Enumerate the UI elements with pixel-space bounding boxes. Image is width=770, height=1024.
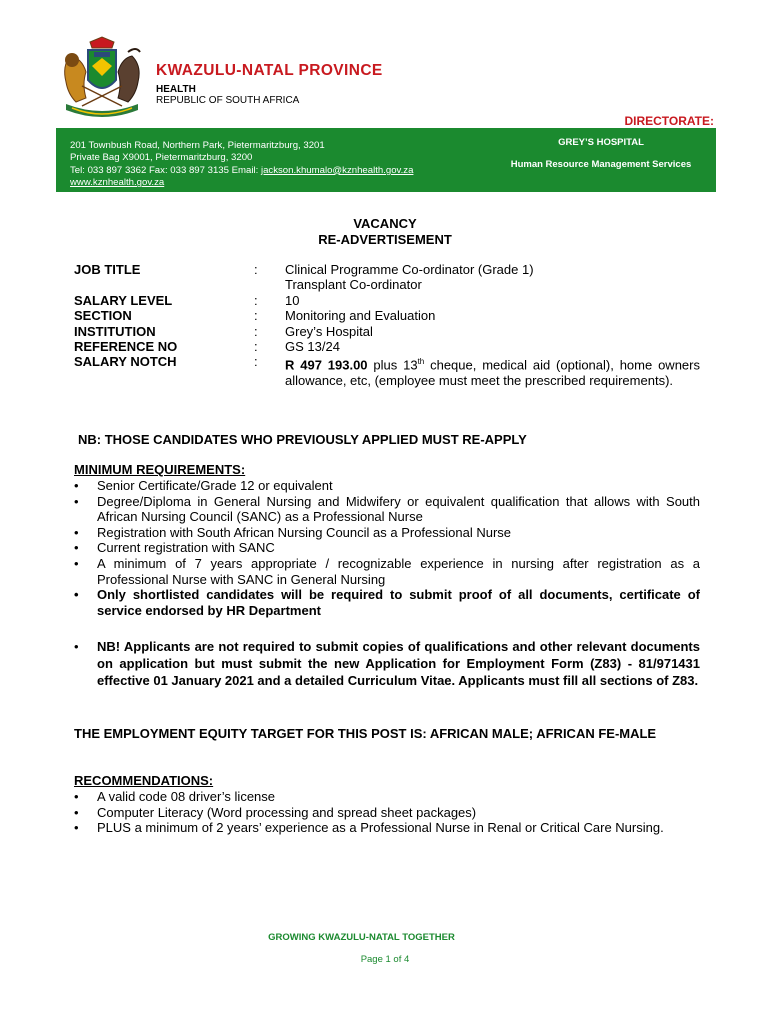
vacancy-title: VACANCY	[353, 216, 417, 231]
list-item: • Registration with South African Nursing Council as a Professional Nurse	[74, 525, 700, 541]
reference-label: REFERENCE NO	[74, 339, 178, 354]
colon: :	[254, 262, 258, 277]
minimum-requirements-list	[74, 478, 700, 618]
list-item: • A minimum of 7 years appropriate / recognizable experience in nursing after registration as a Professional Nurse with SANC in General Nursing	[74, 556, 700, 587]
email-link[interactable]: jackson.khumalo@kznhealth.gov.za	[260, 164, 414, 176]
reapply-notice: NB: THOSE CANDIDATES WHO PREVIOUSLY APPLIED MUST RE-APPLY	[78, 432, 527, 447]
vacancy-subtitle: RE-ADVERTISEMENT	[318, 232, 452, 247]
address-line-2: Private Bag X9001, Pietermaritzburg, 3200	[70, 152, 253, 164]
salary-notch-label: SALARY NOTCH	[74, 354, 177, 369]
contact-line	[70, 165, 413, 177]
job-title-value: Clinical Programme Co-ordinator (Grade 1)	[285, 262, 534, 277]
hospital-name: GREY’S HOSPITAL	[558, 137, 644, 148]
list-item: • Current registration with SANC	[74, 540, 700, 556]
hospital-unit: Human Resource Management Services	[510, 159, 692, 170]
list-item: • Only shortlisted candidates will be required to submit proof of all documents, certificate of service endorsed by HR Department	[74, 587, 700, 618]
job-title-label: JOB TITLE	[74, 262, 141, 277]
list-item: • PLUS a minimum of 2 years’ experience as a Professional Nurse in Renal or Critical Care Nursing.	[74, 820, 700, 836]
colon: :	[254, 354, 258, 369]
colon: :	[254, 308, 258, 323]
reference-value: GS 13/24	[285, 339, 340, 354]
institution-value: Grey’s Hospital	[285, 324, 373, 339]
colon: :	[254, 324, 258, 339]
address-line-1: 201 Townbush Road, Northern Park, Pietermaritzburg, 3201	[70, 140, 325, 151]
salary-level-label: SALARY LEVEL	[74, 293, 173, 308]
kzn-coat-of-arms-icon	[52, 36, 152, 120]
section-label: SECTION	[74, 308, 132, 323]
salary-amount: R 497 193.00	[285, 357, 368, 373]
section-value: Monitoring and Evaluation	[285, 308, 436, 323]
colon: :	[254, 339, 258, 354]
application-note	[74, 638, 700, 690]
minimum-requirements-heading: MINIMUM REQUIREMENTS:	[74, 462, 246, 477]
contact-banner	[56, 128, 716, 192]
country-name: REPUBLIC OF SOUTH AFRICA	[156, 95, 300, 106]
salary-level-value: 10	[285, 293, 300, 308]
list-item: • Computer Literacy (Word processing and spread sheet packages)	[74, 805, 700, 821]
phone-fax-text: Tel: 033 897 3362 Fax: 033 897 3135 Email:	[70, 164, 261, 176]
employment-equity-target: THE EMPLOYMENT EQUITY TARGET FOR THIS POST IS: AFRICAN MALE; AFRICAN FE-MALE	[74, 726, 657, 741]
directorate-label: DIRECTORATE:	[624, 114, 714, 128]
recommendations-heading: RECOMMENDATIONS:	[74, 773, 214, 788]
colon: :	[254, 293, 258, 308]
department-name: HEALTH	[156, 84, 196, 95]
salary-text-rest: cheque, medical aid (optional), home owners allowance, etc, (employee must meet the prescribed requirements).	[285, 357, 700, 388]
address-block	[70, 140, 413, 190]
footer-slogan: GROWING KWAZULU-NATAL TOGETHER	[268, 932, 455, 943]
ordinal-suffix: th	[417, 357, 425, 366]
page-number: Page 1 of 4	[360, 954, 410, 965]
bullet-icon: •	[74, 639, 79, 654]
salary-notch-value	[285, 354, 700, 389]
list-item: • A valid code 08 driver’s license	[74, 789, 700, 805]
institution-label: INSTITUTION	[74, 324, 156, 339]
list-item: • Senior Certificate/Grade 12 or equivalent	[74, 478, 700, 494]
website-link[interactable]: www.kznhealth.gov.za	[70, 177, 165, 189]
recommendations-list	[74, 789, 700, 836]
salary-text: plus 13	[367, 357, 418, 373]
list-item: • Degree/Diploma in General Nursing and Midwifery or equivalent qualification that allows with South African Nursing Council (SANC) as a Professional Nurse	[74, 494, 700, 525]
province-title: KWAZULU-NATAL PROVINCE	[156, 62, 383, 79]
job-title-value-2: Transplant Co-ordinator	[285, 277, 422, 292]
application-note-text: NB! Applicants are not required to submit copies of qualifications and other relevant documents on application but must submit the new Application for Employment Form (Z83) - 81/971431 effective 01 January 2021 and a detailed Curriculum Vitae. Applicants must fill all sections of Z83.	[97, 639, 700, 689]
